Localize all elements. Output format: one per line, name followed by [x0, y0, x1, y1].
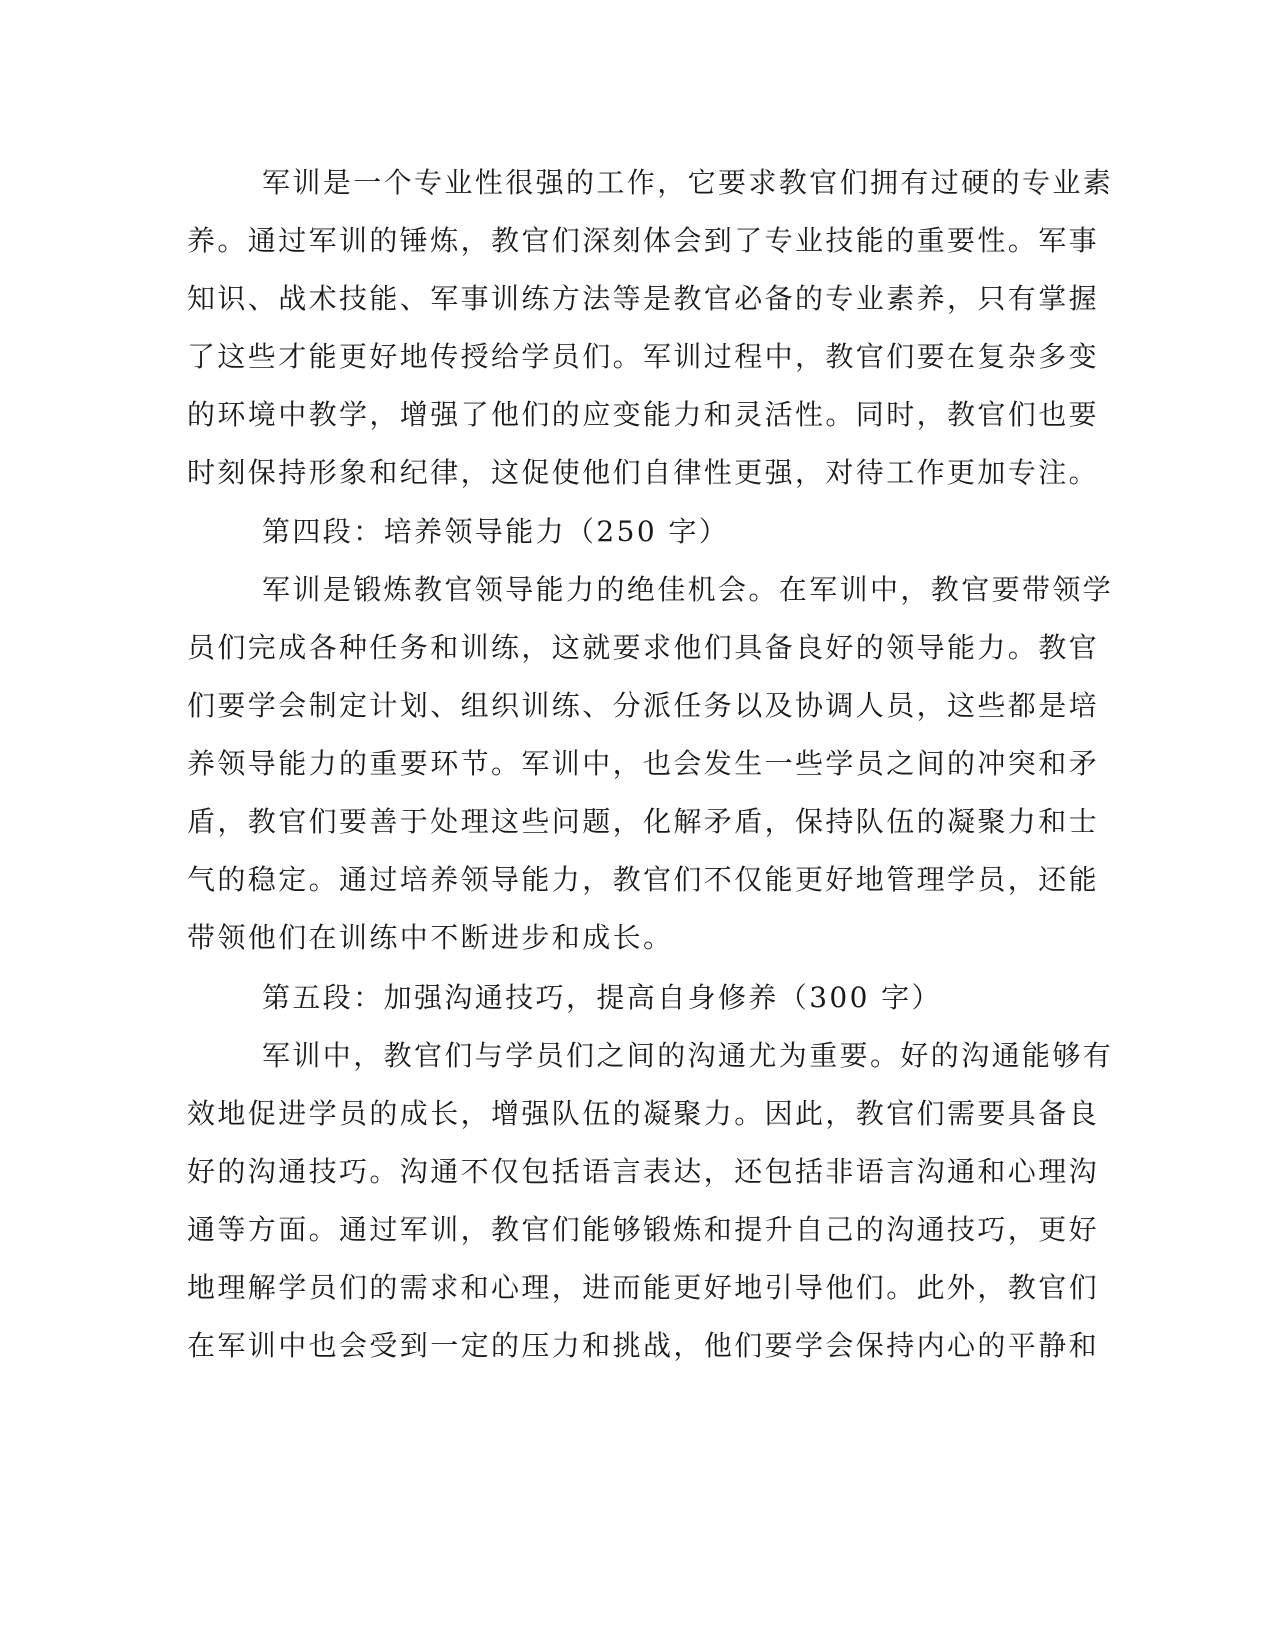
paragraph-line: 气的稳定。通过培养领导能力，教官们不仅能更好地管理学员，还能	[187, 863, 1100, 896]
paragraph-line: 在军训中也会受到一定的压力和挑战，他们要学会保持内心的平静和	[187, 1329, 1100, 1362]
paragraph-line: 们要学会制定计划、组织训练、分派任务以及协调人员，这些都是培	[187, 689, 1100, 722]
section-heading: 第五段：加强沟通技巧，提高自身修养（300 字）	[262, 981, 942, 1014]
paragraph-line: 知识、战术技能、军事训练方法等是教官必备的专业素养，只有掌握	[187, 282, 1100, 315]
paragraph-line: 带领他们在训练中不断进步和成长。	[187, 921, 674, 954]
section-heading: 第四段：培养领导能力（250 字）	[262, 515, 730, 548]
paragraph-line: 军训是一个专业性很强的工作，它要求教官们拥有过硬的专业素	[262, 166, 1114, 199]
paragraph-line: 好的沟通技巧。沟通不仅包括语言表达，还包括非语言沟通和心理沟	[187, 1155, 1100, 1188]
paragraph-line: 地理解学员们的需求和心理，进而能更好地引导他们。此外，教官们	[187, 1271, 1100, 1304]
paragraph-line: 盾，教官们要善于处理这些问题，化解矛盾，保持队伍的凝聚力和士	[187, 805, 1100, 838]
paragraph-line: 员们完成各种任务和训练，这就要求他们具备良好的领导能力。教官	[187, 631, 1100, 664]
paragraph-line: 的环境中教学，增强了他们的应变能力和灵活性。同时，教官们也要	[187, 398, 1100, 431]
paragraph-line: 时刻保持形象和纪律，这促使他们自律性更强，对待工作更加专注。	[187, 456, 1100, 489]
paragraph-line: 养领导能力的重要环节。军训中，也会发生一些学员之间的冲突和矛	[187, 747, 1100, 780]
paragraph-line: 养。通过军训的锤炼，教官们深刻体会到了专业技能的重要性。军事	[187, 224, 1100, 257]
paragraph-line: 军训是锻炼教官领导能力的绝佳机会。在军训中，教官要带领学	[262, 573, 1114, 606]
paragraph-line: 效地促进学员的成长，增强队伍的凝聚力。因此，教官们需要具备良	[187, 1097, 1100, 1130]
paragraph-line: 军训中，教官们与学员们之间的沟通尤为重要。好的沟通能够有	[262, 1039, 1114, 1072]
paragraph-line: 通等方面。通过军训，教官们能够锻炼和提升自己的沟通技巧，更好	[187, 1213, 1100, 1246]
paragraph-line: 了这些才能更好地传授给学员们。军训过程中，教官们要在复杂多变	[187, 340, 1100, 373]
